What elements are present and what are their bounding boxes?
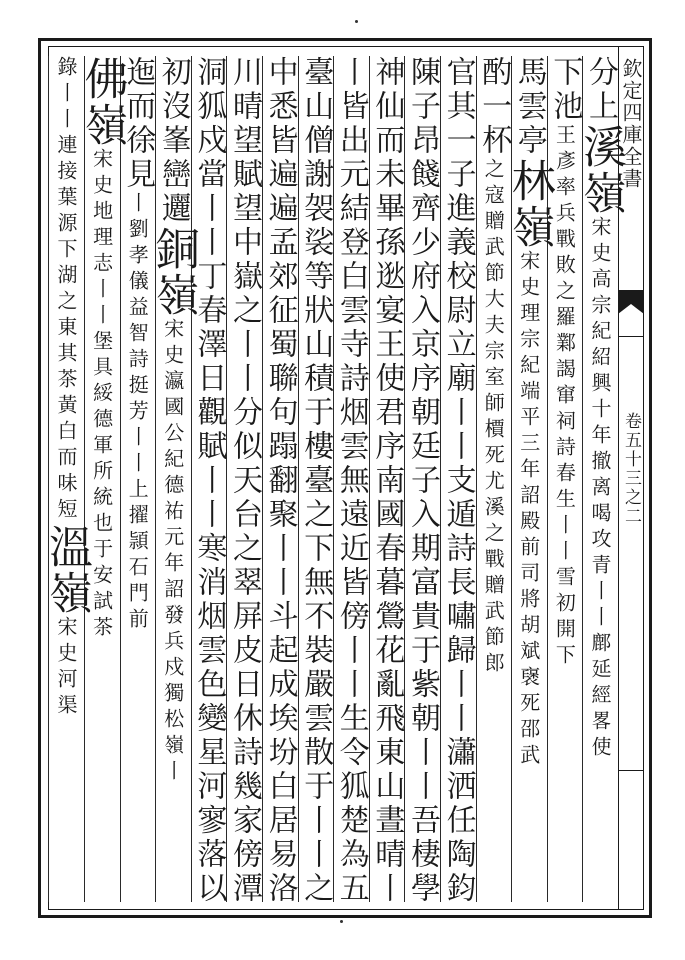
body-text: 臺山僧謝袈裟等狀山積于樓臺之下無不裝嚴雲散于丨丨之 (298, 56, 334, 906)
ink-speck (340, 920, 343, 923)
text-column (476, 56, 512, 902)
body-text: 官其一子進義校尉立廟丨丨支遁詩長嘯歸丨丨瀟洒任陶鈞 (440, 56, 476, 906)
entry-heading: 林嶺 (503, 158, 555, 250)
annotation-text: 宋史高宗紀紹興十年撤离喝攻青丨丨鄜延經畧使 (587, 216, 612, 762)
annotation-text: 宋史理宗紀端平三年詔殿前司將胡斌襃死邵武 (516, 250, 541, 770)
book-title: 欽定四庫全書 (619, 58, 643, 190)
body-text: 神仙而未畢孫逖宴王使君序南國春暮鶯花亂飛東山晝晴丨 (369, 56, 405, 906)
ink-speck (355, 20, 358, 23)
body-text: 酌一杯 (476, 56, 512, 158)
entry-heading: 溪嶺 (574, 124, 626, 216)
text-column (120, 56, 156, 902)
entry-heading: 溫嶺 (40, 524, 92, 616)
text-column (298, 56, 334, 906)
body-text: 迤而徐見 (120, 56, 156, 192)
entry-heading: 銅嶺 (147, 226, 199, 318)
text-column (503, 56, 555, 902)
body-text: 川晴望賦望中嶽之丨丨分似天台之翠屏皮日休詩幾家傍潭 (226, 56, 262, 906)
annotation-text: 錄丨丨連接葉源下湖之東其茶黃白而味短 (53, 56, 78, 524)
text-column (369, 56, 405, 906)
text-column (226, 56, 262, 906)
body-text: 陳子昂餞齊少府入京序朝廷子入期富貴于紫朝丨丨吾棲學 (404, 56, 440, 906)
body-text: 分上 (582, 56, 618, 124)
entry-heading: 佛嶺 (76, 56, 128, 148)
text-column (440, 56, 476, 906)
juan-number: 卷五十三之二 (621, 412, 641, 526)
annotation-text: 宋史河渠 (53, 616, 78, 720)
text-column (333, 56, 369, 906)
annotation-text: 宋史地理志丨丨堡具綏德軍所統也于安試茶 (89, 148, 114, 642)
lower-margin-rule (618, 770, 644, 771)
text-column (40, 56, 92, 902)
body-text: 洞狐戍當丨丨丁春澤日觀賦丨丨寒消烟雲色變星河寥落以 (191, 56, 227, 906)
annotation-text: 王彥率兵戰敗之羅鄴謁窜祠詩春生丨丨雪初開下 (552, 124, 577, 670)
body-text: 馬雲亭 (511, 56, 547, 158)
text-column (76, 56, 128, 902)
annotation-text: 丨劉孝儀益智詩挺芳丨丨上擢頴石門前 (125, 192, 150, 634)
text-column (574, 56, 626, 902)
annotation-text: 宋史瀛國公紀德祐元年詔發兵戍獨松嶺丨 (160, 318, 185, 786)
fishtail-mark-icon (618, 290, 644, 336)
body-text: 丨皆出元結登白雲寺詩烟雲無遠近皆傍丨丨生令狐楚為五 (333, 56, 369, 906)
fishtail-bottom-rule (618, 336, 644, 337)
body-text: 初沒峯巒邐 (155, 56, 191, 226)
text-column (191, 56, 227, 906)
text-column (262, 56, 298, 906)
body-text: 中悉皆遍遍孟郊征蜀聯句蹋翻聚丨丨斗起成埃坋白居易洛 (262, 56, 298, 906)
text-column (404, 56, 440, 906)
body-text: 下池 (547, 56, 583, 124)
text-column (147, 56, 199, 902)
annotation-text: 之寇贈武節大夫宗室師檟死尤溪之戰贈武節郎 (481, 158, 506, 678)
